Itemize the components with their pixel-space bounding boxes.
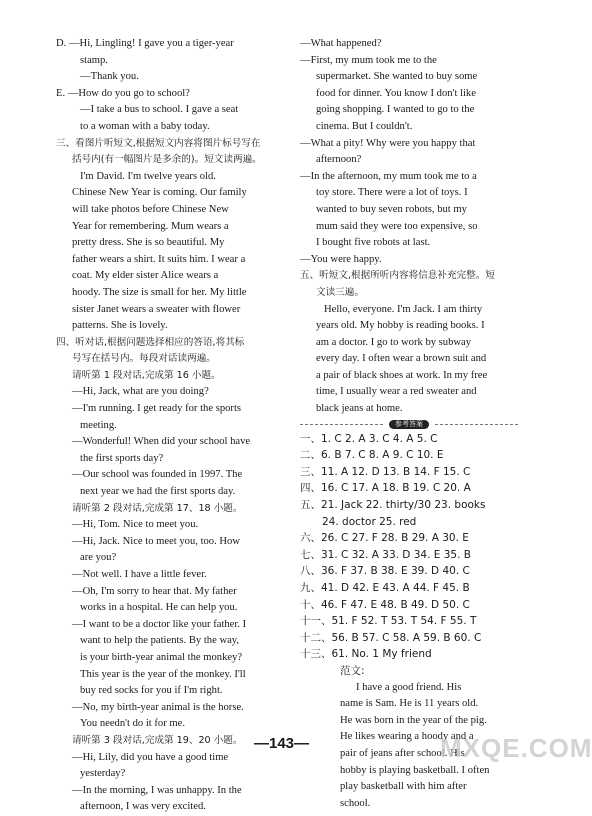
text-line: sister Janet wears a sweater with flower <box>72 303 241 315</box>
text-line: This year is the year of the monkey. I'll <box>80 668 246 680</box>
essay-line: I have a good friend. His <box>356 681 462 693</box>
answer-line: 六、26. C 27. F 28. B 29. A 30. E <box>300 532 469 545</box>
text-line: wanted to buy seven robots, but my <box>316 203 467 215</box>
text-line: is your birth-year animal the monkey? <box>80 651 243 663</box>
divider-line-right <box>435 424 518 425</box>
text-line: yesterday? <box>80 768 126 780</box>
text-line: 文读三遍。 <box>316 286 364 298</box>
essay-line: hobby is playing basketball. I often <box>340 764 490 776</box>
text-line: Chinese New Year is coming. Our family <box>72 187 247 199</box>
essay-line: He was born in the year of the pig. <box>340 714 487 726</box>
text-line: father wears a shirt. It suits him. I wear a <box>72 253 246 265</box>
essay-line: play basketball with him after <box>340 781 467 793</box>
text-line: cinema. But I couldn't. <box>316 120 413 132</box>
text-line: I bought five robots at last. <box>316 237 431 249</box>
answer-line: 十二、56. B 57. C 58. A 59. B 60. C <box>300 631 482 644</box>
text-line: years old. My hobby is reading books. I <box>316 320 485 332</box>
divider-line-left <box>300 424 383 425</box>
text-line: going shopping. I wanted to go to the <box>316 104 475 116</box>
text-line: Year for remembering. Mum wears a <box>72 220 229 232</box>
essay-line: name is Sam. He is 11 years old. <box>340 698 479 710</box>
answer-line: 七、31. C 32. A 33. D 34. E 35. B <box>300 548 471 561</box>
text-line: You needn't do it for me. <box>80 718 185 730</box>
text-line: works in a hospital. He can help you. <box>80 602 238 614</box>
text-line: —Hi, Tom. Nice to meet you. <box>72 519 199 531</box>
text-line: afternoon? <box>316 154 362 166</box>
text-line: 括号内(有一幅图片是多余的)。短文读两遍。 <box>72 154 262 166</box>
text-line: —What a pity! Why were you happy that <box>300 137 476 149</box>
text-line: —I'm running. I get ready for the sports <box>72 403 242 415</box>
answer-line: 十一、51. F 52. T 53. T 54. F 55. T <box>300 615 477 628</box>
text-line: 三、看图片听短文,根据短文内容将图片标号写在 <box>56 137 261 149</box>
text-line: time, I usually wear a red sweater and <box>316 386 477 398</box>
watermark-logo: MXQE.COM <box>440 733 592 763</box>
text-line: —What happened? <box>300 38 382 49</box>
text-line: meeting. <box>80 419 117 431</box>
text-line: Hello, everyone. I'm Jack. I am thirty <box>324 303 483 315</box>
essay-line: He likes wearing a hoody and a <box>340 731 474 743</box>
text-line: supermarket. She wanted to buy some <box>316 71 478 83</box>
answer-line: 一、1. C 2. A 3. C 4. A 5. C <box>300 432 438 445</box>
text-line: am a doctor. I go to work by subway <box>316 336 472 348</box>
text-line: —In the morning, I was unhappy. In the <box>72 784 242 796</box>
answer-line: 十三、61. No. 1 My friend <box>300 648 432 661</box>
text-line: black jeans at home. <box>316 403 403 415</box>
text-line: 四、听对话,根据问题选择相应的答语,将其标 <box>56 336 245 348</box>
text-line: afternoon, I was very excited. <box>80 801 206 813</box>
text-line: —Hi, Jack. Nice to meet you, too. How <box>72 535 240 547</box>
answer-key <box>300 431 518 663</box>
answer-line: 十、46. F 47. E 48. B 49. D 50. C <box>300 598 470 611</box>
answer-line: 九、41. D 42. E 43. A 44. F 45. B <box>300 582 470 594</box>
answer-line: 八、36. F 37. B 38. E 39. D 40. C <box>300 565 470 578</box>
text-line: —No, my birth-year animal is the horse. <box>72 701 244 713</box>
text-line: 五、听短文,根据所听内容将信息补充完整。短 <box>300 270 495 282</box>
text-line: 号写在括号内。每段对话读两遍。 <box>72 353 216 365</box>
text-line: —Wonderful! When did your school have <box>72 436 251 448</box>
listening-script-continued <box>300 36 518 418</box>
text-line: are you? <box>80 552 117 564</box>
essay-label: 范文: <box>340 664 365 677</box>
text-line: —You were happy. <box>300 253 382 265</box>
text-line: hoody. The size is small for her. My little <box>72 286 247 298</box>
text-line: —I take a bus to school. I gave a seat <box>80 104 239 116</box>
answer-line: 三、11. A 12. D 13. B 14. F 15. C <box>300 465 471 478</box>
text-line: —Oh, I'm sorry to hear that. My father <box>72 585 237 597</box>
right-column <box>300 36 518 812</box>
left-column <box>56 36 284 816</box>
text-line: will take photos before Chinese New <box>72 203 229 215</box>
answer-divider <box>300 420 518 429</box>
essay-line: pair of jeans after school. His <box>340 747 465 759</box>
text-line: —Hi, Jack, what are you doing? <box>72 386 209 398</box>
text-line: to a woman with a baby today. <box>80 120 210 132</box>
answer-key-tag: 参考答案 <box>389 420 429 429</box>
text-line: 请听第 2 段对话,完成第 17、18 小题。 <box>72 502 243 514</box>
text-line: —Not well. I have a little fever. <box>72 569 207 580</box>
text-line: want to help the patients. By the way, <box>80 635 240 647</box>
text-line: patterns. She is lovely. <box>72 320 168 332</box>
text-line: —Thank you. <box>80 71 139 83</box>
page-number: —143— <box>253 735 310 752</box>
answer-line: 二、6. B 7. C 8. A 9. C 10. E <box>300 449 444 462</box>
text-line: —I want to be a doctor like your father. I <box>72 618 247 630</box>
text-line: every day. I often wear a brown suit and <box>316 353 487 365</box>
essay-line: school. <box>340 797 371 809</box>
text-line: toy store. There were a lot of toys. I <box>316 187 468 199</box>
text-line: coat. My elder sister Alice wears a <box>72 270 219 282</box>
text-line: mum said they were too expensive, so <box>316 220 478 232</box>
answer-line: 五、21. Jack 22. thirty/30 23. books <box>300 499 486 512</box>
text-line: 请听第 3 段对话,完成第 19、20 小题。 <box>72 734 243 746</box>
answer-line: 24. doctor 25. red <box>322 515 417 528</box>
text-line: —First, my mum took me to the <box>300 54 437 66</box>
text-line: —In the afternoon, my mum took me to a <box>300 170 477 182</box>
text-line: the first sports day? <box>80 452 164 464</box>
text-line: —Hi, Lily, did you have a good time <box>72 751 229 763</box>
text-line: E. —How do you go to school? <box>56 87 190 99</box>
text-line: 请听第 1 段对话,完成第 16 小题。 <box>72 369 221 381</box>
text-line: —Our school was founded in 1997. The <box>72 469 243 481</box>
text-line: food for dinner. You know I don't like <box>316 87 476 99</box>
text-line: stamp. <box>80 54 108 66</box>
text-line: a pair of black shoes at work. In my free <box>316 369 488 381</box>
text-line: next year we had the first sports day. <box>80 486 236 498</box>
text-line: D. —Hi, Lingling! I gave you a tiger-year <box>56 38 234 49</box>
text-line: buy red socks for you if I'm right. <box>80 685 223 697</box>
text-line: pretty dress. She is so beautiful. My <box>72 237 225 249</box>
text-line: I'm David. I'm twelve years old. <box>80 170 216 182</box>
answer-line: 四、16. C 17. A 18. B 19. C 20. A <box>300 482 471 495</box>
